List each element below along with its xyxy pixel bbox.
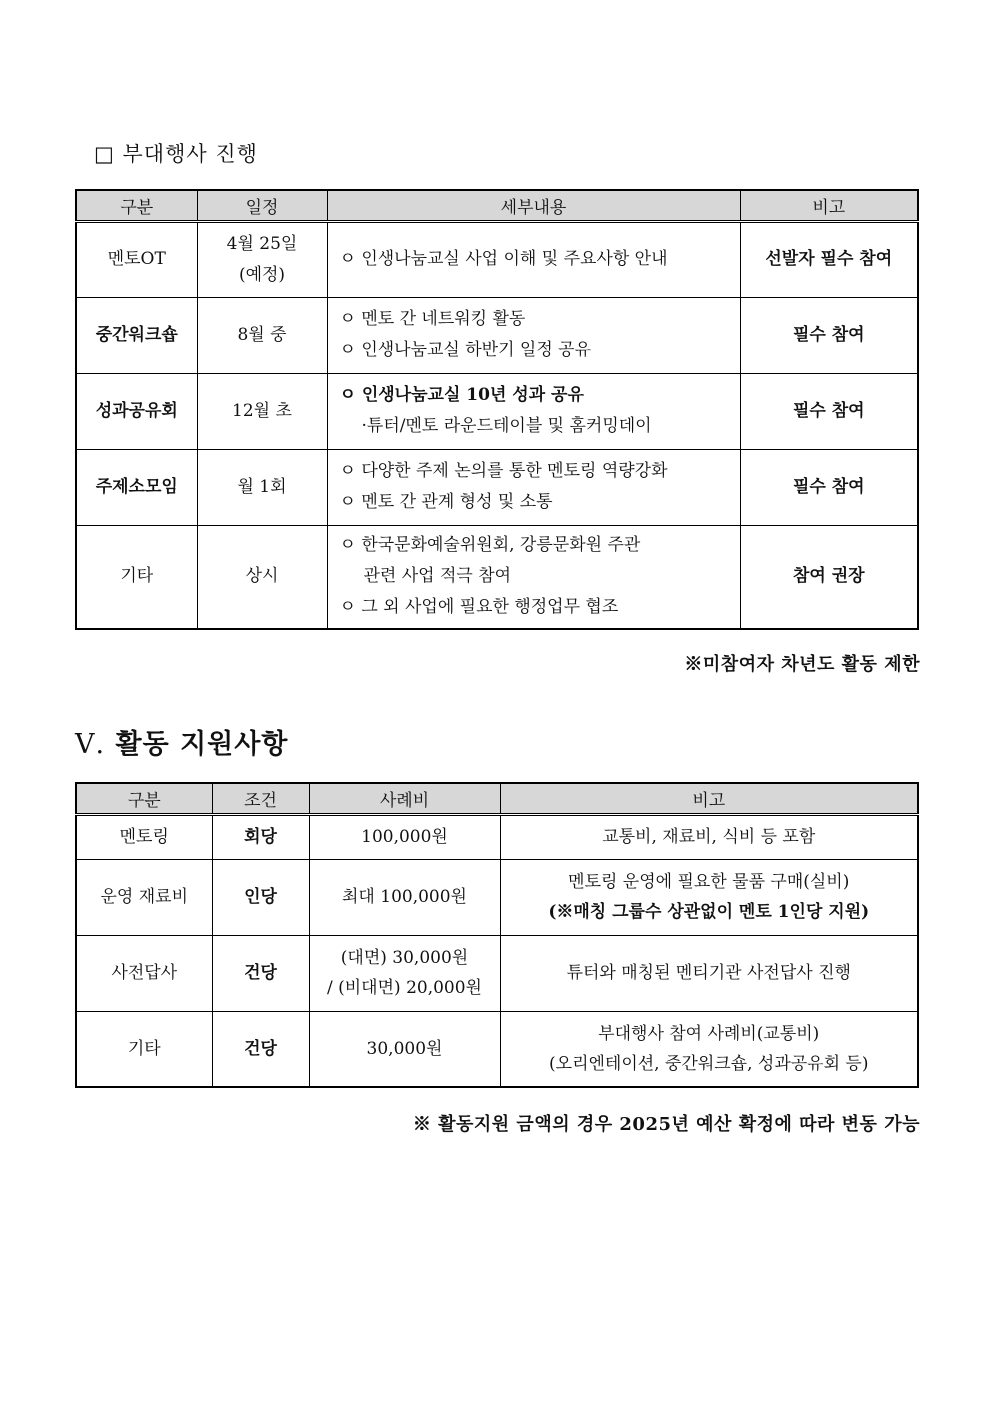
- table-row: [76, 297, 918, 373]
- row-fee: 최대 100,000원: [309, 859, 500, 935]
- detail-line: ㅇ 멘토 간 관계 형성 및 소통: [339, 492, 553, 512]
- row-fee: 30,000원: [309, 1011, 500, 1087]
- header-fee: 사례비: [309, 783, 500, 814]
- header-category: 구분: [76, 783, 212, 814]
- row-remark: 튜터와 매칭된 멘티기관 사전답사 진행: [500, 935, 918, 1011]
- detail-line: ㅇ 멘토 간 네트워킹 활동: [339, 309, 526, 329]
- row-details: [327, 449, 740, 525]
- detail-line: ㅇ 다양한 주제 논의를 통한 멘토링 역량강화: [339, 461, 668, 481]
- section-number: Ⅴ.: [75, 729, 106, 760]
- row-condition: 건당: [212, 1011, 309, 1087]
- detail-line: ㅇ 인생나눔교실 10년 성과 공유: [339, 385, 584, 405]
- header-schedule: 일정: [197, 190, 327, 221]
- section-title-support: [75, 722, 288, 761]
- row-remark: 필수 참여: [740, 373, 918, 449]
- row-remark: [500, 1011, 918, 1087]
- row-schedule: 8월 중: [197, 297, 327, 373]
- row-category: 멘토OT: [76, 221, 197, 297]
- table-row: [76, 1011, 918, 1087]
- row-details: [327, 373, 740, 449]
- detail-line: 관련 사업 적극 참여: [363, 566, 512, 587]
- detail-line: ㅇ 한국문화예술위원회, 강릉문화원 주관: [339, 535, 641, 556]
- row-details: [327, 297, 740, 373]
- schedule-line: (예정): [238, 264, 286, 285]
- remark-line: (오리엔테이션, 중간워크숍, 성과공유회 등): [549, 1053, 869, 1074]
- events-table: [75, 189, 919, 630]
- row-category: 중간워크숍: [76, 297, 197, 373]
- row-schedule: 상시: [197, 525, 327, 629]
- table-row: [76, 373, 918, 449]
- header-remark: 비고: [500, 783, 918, 814]
- row-category: 기타: [76, 1011, 212, 1087]
- row-condition: 회당: [212, 814, 309, 859]
- row-category: 사전답사: [76, 935, 212, 1011]
- table-row: [76, 449, 918, 525]
- row-schedule: 12월 초: [197, 373, 327, 449]
- detail-line: ㅇ 그 외 사업에 필요한 행정업무 협조: [339, 597, 619, 618]
- section-title-text: 활동 지원사항: [115, 729, 289, 760]
- row-details: [327, 221, 740, 297]
- row-condition: 건당: [212, 935, 309, 1011]
- fee-line: (대면) 30,000원: [340, 948, 469, 968]
- row-fee: 100,000원: [309, 814, 500, 859]
- table-row: [76, 525, 918, 629]
- table-row: [76, 221, 918, 297]
- support-table-header: [76, 783, 918, 814]
- events-note: ※미참여자 차년도 활동 제한: [684, 654, 920, 675]
- support-table: [75, 782, 919, 1088]
- support-note: ※ 활동지원 금액의 경우 2025년 예산 확정에 따라 변동 가능: [412, 1114, 920, 1135]
- detail-line: ㅇ 인생나눔교실 하반기 일정 공유: [339, 340, 592, 360]
- row-remark: 교통비, 재료비, 식비 등 포함: [500, 814, 918, 859]
- row-schedule: [197, 221, 327, 297]
- row-condition: 인당: [212, 859, 309, 935]
- table-row: [76, 859, 918, 935]
- events-table-header: [76, 190, 918, 221]
- row-category: 기타: [76, 525, 197, 629]
- header-category: 구분: [76, 190, 197, 221]
- table-row: [76, 814, 918, 859]
- remark-line: 부대행사 참여 사례비(교통비): [598, 1023, 820, 1044]
- fee-line: / (비대면) 20,000원: [327, 978, 482, 998]
- remark-line: (※매칭 그룹수 상관없이 멘토 1인당 지원): [548, 902, 870, 922]
- row-category: 성과공유회: [76, 373, 197, 449]
- table-row: [76, 935, 918, 1011]
- row-remark: 필수 참여: [740, 449, 918, 525]
- row-remark: 참여 권장: [740, 525, 918, 629]
- header-condition: 조건: [212, 783, 309, 814]
- row-remark: 선발자 필수 참여: [740, 221, 918, 297]
- row-remark: 필수 참여: [740, 297, 918, 373]
- schedule-line: 4월 25일: [226, 233, 298, 254]
- row-category: 운영 재료비: [76, 859, 212, 935]
- detail-line: ·튜터/멘토 라운드테이블 및 홈커밍데이: [361, 416, 652, 436]
- header-remark: 비고: [740, 190, 918, 221]
- row-category: 멘토링: [76, 814, 212, 859]
- row-schedule: 월 1회: [197, 449, 327, 525]
- row-category: 주제소모임: [76, 449, 197, 525]
- row-remark: [500, 859, 918, 935]
- remark-line: 멘토링 운영에 필요한 물품 구매(실비): [568, 872, 850, 892]
- section-heading-events: □ 부대행사 진행: [94, 142, 258, 166]
- detail-line: ㅇ 인생나눔교실 사업 이해 및 주요사항 안내: [339, 249, 668, 269]
- row-fee: [309, 935, 500, 1011]
- header-details: 세부내용: [327, 190, 740, 221]
- row-details: [327, 525, 740, 629]
